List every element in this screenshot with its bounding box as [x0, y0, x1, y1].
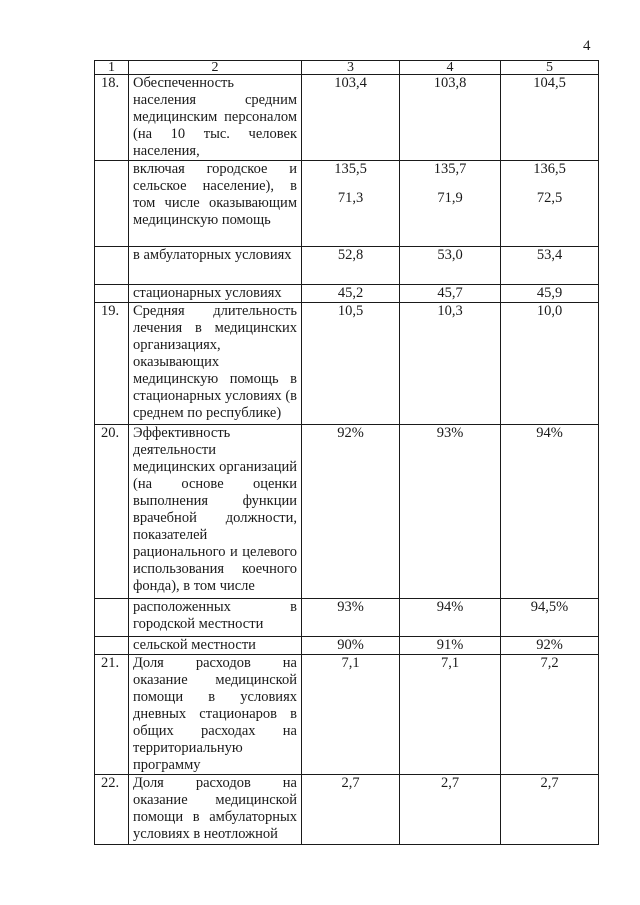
value-col-3: 45,2 [302, 285, 400, 303]
row-description: стационарных условиях [129, 285, 302, 303]
table-row [95, 599, 599, 637]
value-col-4: 53,0 [400, 247, 501, 285]
value-col-5: 94,5% [501, 599, 599, 637]
value-col-3: 93% [302, 599, 400, 637]
row-number [95, 285, 129, 303]
table-row [95, 75, 599, 161]
indicators-table [94, 60, 599, 845]
row-description: Доля расходов на оказание медицинской помощи в амбулаторных условиях в неотложной [129, 775, 302, 845]
header-cell-3: 3 [302, 61, 400, 75]
row-number [95, 599, 129, 637]
row-number [95, 161, 129, 247]
value-subtotal: 71,3 [337, 190, 364, 206]
value-col-4 [400, 161, 501, 247]
value-total: 135,7 [433, 161, 467, 177]
value-col-4: 93% [400, 425, 501, 599]
row-number: 19. [95, 303, 129, 425]
value-col-4: 45,7 [400, 285, 501, 303]
value-subtotal: 72,5 [536, 190, 563, 206]
value-col-4: 7,1 [400, 655, 501, 775]
table-row [95, 425, 599, 599]
row-number: 21. [95, 655, 129, 775]
row-description: Обеспеченность населения средним медицинским персоналом (на 10 тыс. человек населения, [129, 75, 302, 161]
value-col-5: 94% [501, 425, 599, 599]
value-col-5: 2,7 [501, 775, 599, 845]
row-description: в амбулаторных условиях [129, 247, 302, 285]
header-cell-5: 5 [501, 61, 599, 75]
value-col-3: 103,4 [302, 75, 400, 161]
row-number [95, 637, 129, 655]
value-col-3: 10,5 [302, 303, 400, 425]
value-col-5: 53,4 [501, 247, 599, 285]
table-header-row [95, 61, 599, 75]
row-number [95, 247, 129, 285]
value-col-3: 92% [302, 425, 400, 599]
value-col-5 [501, 161, 599, 247]
value-col-3: 2,7 [302, 775, 400, 845]
value-col-5: 92% [501, 637, 599, 655]
table-row [95, 637, 599, 655]
value-col-5: 104,5 [501, 75, 599, 161]
value-col-5: 45,9 [501, 285, 599, 303]
row-description: расположенных в городской местности [129, 599, 302, 637]
value-col-4: 103,8 [400, 75, 501, 161]
value-col-3 [302, 161, 400, 247]
row-description: Эффективность деятельности медицинских организаций (на основе оценки выполнения функции врачебной должности, показателей рационального и целевого использования коечного фонда), в том числе [129, 425, 302, 599]
value-total: 135,5 [334, 161, 367, 177]
value-col-5: 7,2 [501, 655, 599, 775]
value-subtotal: 71,9 [437, 190, 463, 206]
table-row [95, 303, 599, 425]
table-row [95, 655, 599, 775]
row-description: сельской местности [129, 637, 302, 655]
table-row [95, 285, 599, 303]
row-number: 20. [95, 425, 129, 599]
table-row [95, 161, 599, 247]
header-cell-2: 2 [129, 61, 302, 75]
header-cell-4: 4 [400, 61, 501, 75]
value-col-3: 90% [302, 637, 400, 655]
value-col-4: 2,7 [400, 775, 501, 845]
value-total: 136,5 [533, 161, 566, 177]
value-col-4: 10,3 [400, 303, 501, 425]
row-description: включая городское и сельское население), в том числе оказывающим медицинскую помощь [129, 161, 302, 247]
row-description: Доля расходов на оказание медицинской помощи в условиях дневных стационаров в общих расходах на территориальную программу [129, 655, 302, 775]
value-col-5: 10,0 [501, 303, 599, 425]
value-col-3: 52,8 [302, 247, 400, 285]
header-cell-1: 1 [95, 61, 129, 75]
table-row [95, 775, 599, 845]
value-col-4: 91% [400, 637, 501, 655]
row-description: Средняя длительность лечения в медицинских организациях, оказывающих медицинскую помощь в стационарных условиях (в среднем по республике) [129, 303, 302, 425]
table-row [95, 247, 599, 285]
page-number: 4 [583, 38, 591, 54]
row-number: 18. [95, 75, 129, 161]
value-col-4: 94% [400, 599, 501, 637]
value-col-3: 7,1 [302, 655, 400, 775]
row-number: 22. [95, 775, 129, 845]
